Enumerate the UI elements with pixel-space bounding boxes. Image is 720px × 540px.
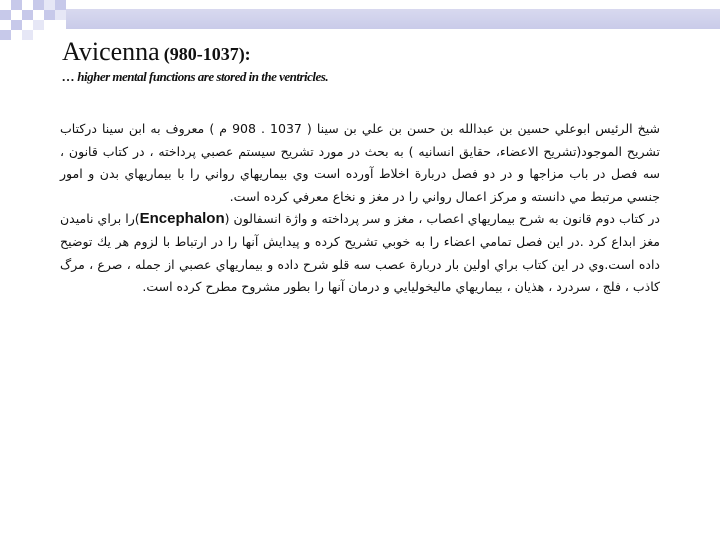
title-name: Avicenna: [62, 37, 160, 66]
slide-subtitle: … higher mental functions are stored in the ventricles.: [62, 69, 329, 84]
paragraph-2-text-end: )را براي ناميدن مغز ابداع كرد .در اين فصل تمامي اعضاء را به خوبي تشريح كرده و پيدايش آنها را در ارتباط با لزوم هر يك توضيح داده است.وي در اين كتاب براي اولين بار دربارة عصب سه قلو شرح داده و بيماريهاي عصبي از جمله ، صرع ، مرگ كاذب ، فلج ، سردرد ، هذيان ، بيماريهاي ماليخوليايي و درمان آنها را بطور مشروح مطرح كرده است.: [60, 211, 660, 295]
slide-title: [62, 37, 251, 67]
title-dates: (980-1037):: [163, 44, 251, 64]
slide-body-text: [60, 118, 660, 299]
paragraph-1-text: شيخ الرئيس ابوعلي حسين بن عبدالله بن حسن بن علي بن سينا ( 1037 . 908 م ) معروف به ابن سينا دركتاب تشريح الموجود(تشريح الاعضاء، حقايق انسانيه ) به بحث در مورد تشريح سيستم عصبي پرداخته ، در كتاب قانون ، سه فصل در باب مزاجها و در دو فصل دربارة اخلاط آورده است وي بيماريهاي رواني را با بيماريهاي بدن و امور جنسي مرتبط مي دانسته و مركز اعمال رواني را در مغز و نخاع معرفي كرده است.: [60, 121, 660, 204]
paragraph-2-text-start: در كتاب دوم قانون به شرح بيماريهاي اعصاب ، مغز و سر پرداخته و واژة انسفالون (: [224, 211, 660, 227]
paragraph-1: [60, 118, 660, 208]
encephalon-term: Encephalon: [139, 210, 225, 228]
decorative-header-bar: [66, 9, 720, 29]
decorative-checker-pattern: [0, 0, 66, 40]
paragraph-2: [60, 208, 660, 298]
